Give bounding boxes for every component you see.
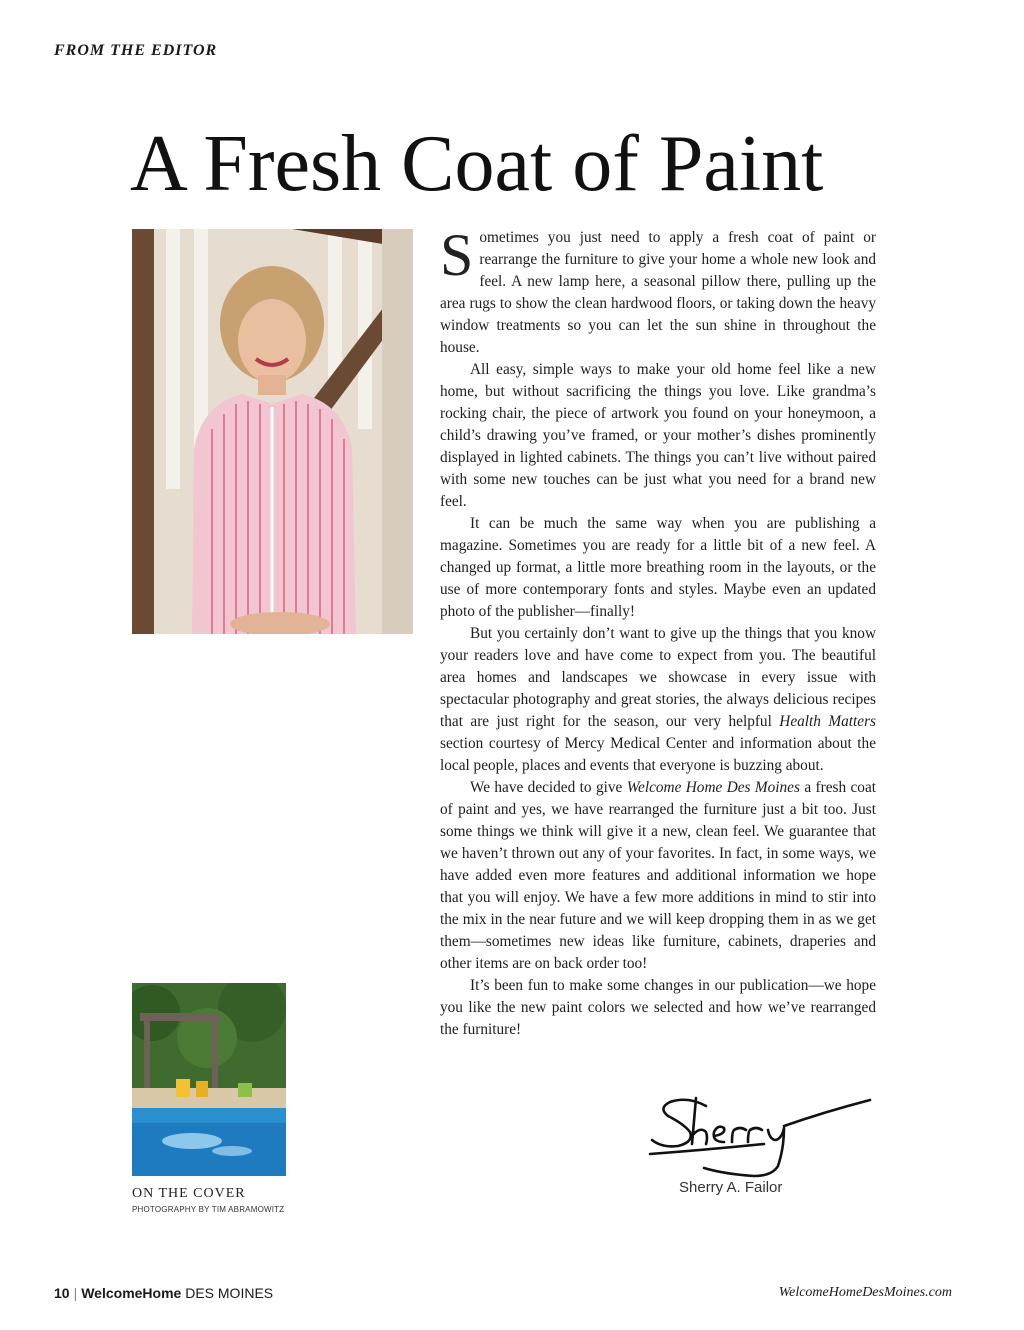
drop-cap: S	[440, 222, 474, 288]
article-paragraph: All easy, simple ways to make your old home feel like a new home, but without sacrificing the things you love. Like grandma’s rocking chair, the piece of artwork you found on your honeymoon, a child’s drawing you’ve framed, or your mother’s dishes prominently displayed in lighted cabinets. The things you can’t live without paired with some new touches can be just what you need for a brand new feel.	[440, 361, 876, 510]
article-headline: A Fresh Coat of Paint	[130, 120, 824, 208]
signature-name: Sherry A. Failor	[679, 1179, 783, 1196]
publication-brand-suffix: DES MOINES	[181, 1285, 274, 1301]
paragraph-text: We have decided to give	[470, 779, 627, 796]
page-footer-left	[54, 1285, 273, 1301]
website-url[interactable]: WelcomeHomeDesMoines.com	[778, 1285, 952, 1300]
cover-caption-title: ON THE COVER	[132, 1186, 246, 1201]
article-paragraph	[440, 623, 876, 777]
publication-title-italic: Welcome Home Des Moines	[626, 779, 800, 796]
article-paragraph	[440, 777, 876, 975]
section-label: FROM THE EDITOR	[54, 42, 218, 59]
handwritten-signature	[644, 1092, 880, 1182]
cover-photo-credit: PHOTOGRAPHY BY TIM ABRAMOWITZ	[132, 1205, 285, 1214]
cover-photo	[132, 983, 286, 1176]
article-paragraph: It can be much the same way when you are publishing a magazine. Sometimes you are ready for a little bit of a new feel. A changed up format, a little more breathing room in the layouts, or the use of more contemporary fonts and styles. Maybe even an updated photo of the publisher—finally!	[440, 515, 876, 620]
paragraph-text: ometimes you just need to apply a fresh coat of paint or rearrange the furniture to give your home a whole new look and feel. A new lamp here, a seasonal pillow there, pulling up the area rugs to show the clean hardwood floors, or taking down the heavy window treatments so you can let the sun shine in throughout the house.	[440, 229, 876, 356]
section-title-italic: Health Matters	[779, 713, 876, 730]
article-paragraph: It’s been fun to make some changes in our publication—we hope you like the new paint colors we selected and how we’ve rearranged the furniture!	[440, 977, 876, 1038]
paragraph-text: section courtesy of Mercy Medical Center and information about the local people, places and events that everyone is buzzing about.	[440, 735, 876, 774]
editor-portrait-photo	[132, 229, 413, 634]
page-number: 10	[54, 1285, 70, 1301]
article-body	[440, 222, 876, 1041]
paragraph-text: But you certainly don’t want to give up the things that you know your readers love and have come to expect from you. The beautiful area homes and landscapes we showcase in every issue with spectacular photography and great stories, the always delicious recipes that are just right for the season, our very helpful	[440, 625, 876, 730]
publication-brand: WelcomeHome	[81, 1285, 182, 1301]
paragraph-text: a fresh coat of paint and yes, we have rearranged the furniture just a bit too. Just some things we think will give it a new, clean feel. We guarantee that we haven’t thrown out any of your favorites. In fact, in some ways, we have added even more features and additional information we hope that you will enjoy. We have a few more additions in mind to stir into the mix in the near future and we will keep dropping them in as we get them—sometimes new ideas like furniture, cabinets, draperies and other items are on back order too!	[440, 779, 876, 972]
footer-separator: |	[73, 1285, 78, 1301]
article-paragraph	[440, 222, 876, 359]
cover-caption	[132, 1186, 284, 1214]
